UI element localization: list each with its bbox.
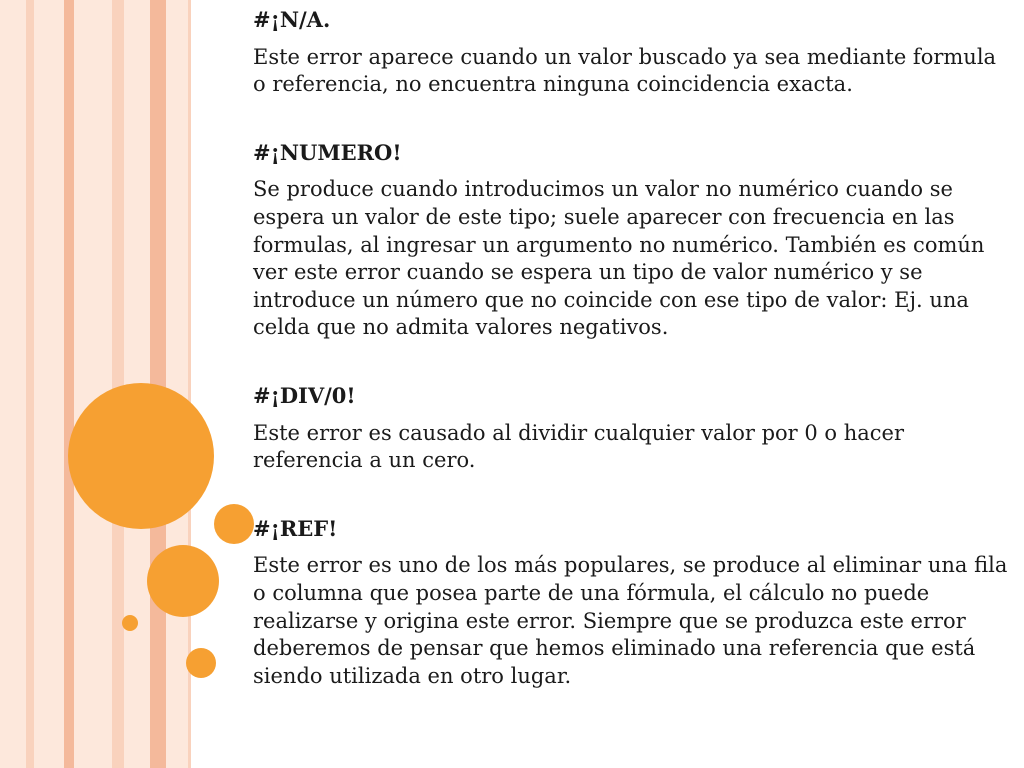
decorative-stripes: [0, 0, 200, 768]
slide-content: [253, 6, 1013, 690]
stripe: [74, 0, 112, 768]
stripe: [34, 0, 64, 768]
section-heading: #¡N/A.: [253, 7, 331, 32]
section-heading: #¡NUMERO!: [253, 139, 402, 165]
stripe: [166, 0, 188, 768]
section-body: Este error es uno de los más populares, se produce al eliminar una fila o columna que posea parte de una fórmula, el cálculo no puede realizarse y origina este error. Siempre que se produzca este error deberemos de pensar que hemos eliminado una referencia que está siendo utilizada en otro lugar.: [253, 553, 1008, 688]
small-circle: [186, 648, 216, 678]
stripe: [64, 0, 74, 768]
stripe: [112, 0, 124, 768]
section-body: Se produce cuando introducimos un valor no numérico cuando se espera un valor de este tipo; suele aparecer con frecuencia en las formulas, al ingresar un argumento no numérico. También es común ver este error cuando se espera un tipo de valor numérico y se introduce un número que no coincide con ese tipo de valor: Ej. una celda que no admita valores negativos.: [253, 177, 985, 340]
stripe: [0, 0, 26, 768]
section-heading: #¡DIV/0!: [253, 382, 356, 408]
section-heading: #¡REF!: [253, 515, 338, 541]
section-body: Este error aparece cuando un valor buscado ya sea mediante formula o referencia, no encuentra ninguna coincidencia exacta.: [253, 44, 997, 97]
section-body: Este error es causado al dividir cualquier valor por 0 o hacer referencia a un cero.: [253, 420, 905, 473]
small-circle: [214, 504, 254, 544]
medium-circle: [147, 545, 219, 617]
tiny-circle: [122, 615, 138, 631]
stripe: [26, 0, 34, 768]
large-circle: [68, 383, 214, 529]
